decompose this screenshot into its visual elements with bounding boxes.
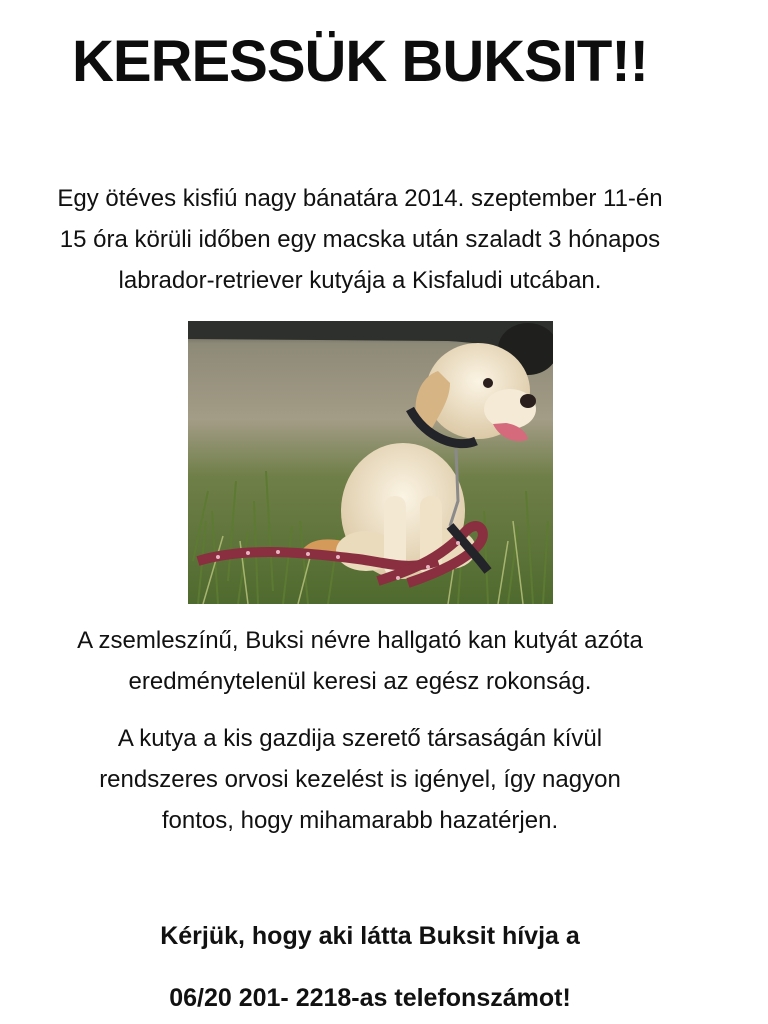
intro-line: Egy ötéves kisfiú nagy bánatára 2014. szeptember 11-én bbox=[57, 185, 663, 212]
search-paragraph bbox=[0, 620, 720, 702]
poster-title: KERESSÜK BUKSIT!! bbox=[72, 29, 648, 94]
care-paragraph bbox=[0, 718, 720, 841]
dog-illustration bbox=[188, 321, 553, 604]
phone-number: 06/20 201- 2218-as telefonszámot! bbox=[169, 984, 571, 1012]
care-line: A kutya a kis gazdija szerető társaságán kívül bbox=[117, 725, 603, 752]
intro-paragraph bbox=[0, 178, 720, 301]
intro-line: labrador-retriever kutyája a Kisfaludi utcában. bbox=[118, 267, 602, 294]
care-line: rendszeres orvosi kezelést is igényel, így nagyon bbox=[99, 766, 621, 793]
call-to-action: Kérjük, hogy aki látta Buksit hívja a bbox=[160, 922, 580, 950]
dog-photo bbox=[188, 321, 553, 604]
search-line: A zsemleszínű, Buksi névre hallgató kan kutyát azóta bbox=[77, 627, 643, 654]
care-line: fontos, hogy mihamarabb hazatérjen. bbox=[161, 807, 559, 834]
intro-line: 15 óra körüli időben egy macska után szaladt 3 hónapos bbox=[59, 226, 661, 253]
search-line: eredménytelenül keresi az egész rokonság. bbox=[128, 668, 592, 695]
